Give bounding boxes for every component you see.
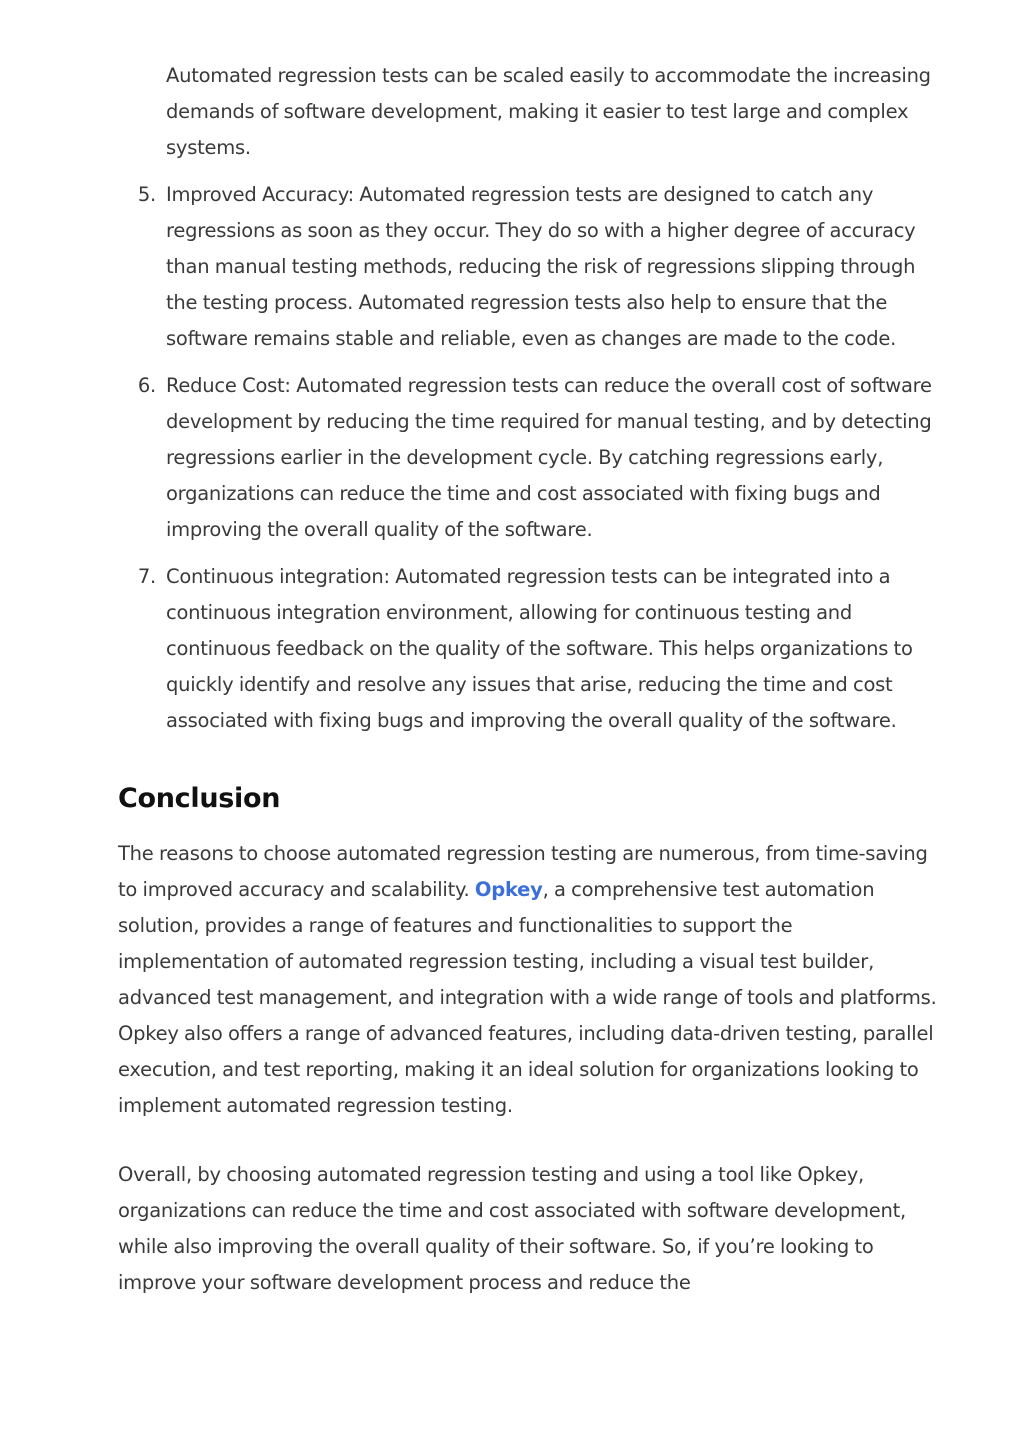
conclusion-heading: Conclusion	[118, 783, 281, 814]
list-number: 7.	[137, 565, 156, 588]
list-item-text: Reduce Cost: Automated regression tests can reduce the overall cost of software development by reducing the time required for manual testing, and by detecting regressions earlier in the development cycle. By catching regressions early, organizations can reduce the time and cost associated with fixing bugs and improving the overall quality of the software.	[166, 374, 932, 541]
list-item-text: Continuous integration: Automated regression tests can be integrated into a continuous integration environment, allowing for continuous testing and continuous feedback on the quality of the software. This helps organizations to quickly identify and resolve any issues that arise, reducing the time and cost associated with fixing bugs and improving the overall quality of the software.	[166, 565, 913, 732]
list-item-improved-accuracy	[118, 177, 938, 357]
list-item-continuous-integration	[118, 559, 938, 739]
paragraph-text-before-link: The reasons to choose automated regression testing are numerous, from time-saving to improved accuracy and scalability.	[118, 842, 928, 901]
list-number: 6.	[137, 374, 156, 397]
list-item-reduce-cost	[118, 368, 938, 548]
conclusion-paragraph-2: Overall, by choosing automated regression testing and using a tool like Opkey, organizations can reduce the time and cost associated with software development, while also improving the overall quality of their software. So, if you’re looking to improve your software development process and reduce the	[118, 1163, 906, 1294]
conclusion-paragraph-1	[118, 836, 938, 1124]
article-content	[118, 58, 938, 1301]
list-item-text: Improved Accuracy: Automated regression tests are designed to catch any regressions as soon as they occur. They do so with a higher degree of accuracy than manual testing methods, reducing the risk of regressions slipping through the testing process. Automated regression tests also help to ensure that the software remains stable and reliable, even as changes are made to the code.	[166, 183, 916, 350]
list-number: 5.	[137, 183, 156, 206]
opkey-link[interactable]: Opkey	[474, 878, 543, 901]
benefits-list	[118, 177, 938, 739]
conclusion-section-header	[118, 779, 938, 819]
paragraph-text-after-link: , a comprehensive test automation solution, provides a range of features and functionalities to support the implementation of automated regression testing, including a visual test builder, advanced test management, and integration with a wide range of tools and platforms. Opkey also offers a range of advanced features, including data-driven testing, parallel execution, and test reporting, making it an ideal solution for organizations looking to implement automated regression testing.	[118, 878, 937, 1117]
list-item-continuation: Automated regression tests can be scaled easily to accommodate the increasing demands of software development, making it easier to test large and complex systems.	[166, 64, 931, 159]
